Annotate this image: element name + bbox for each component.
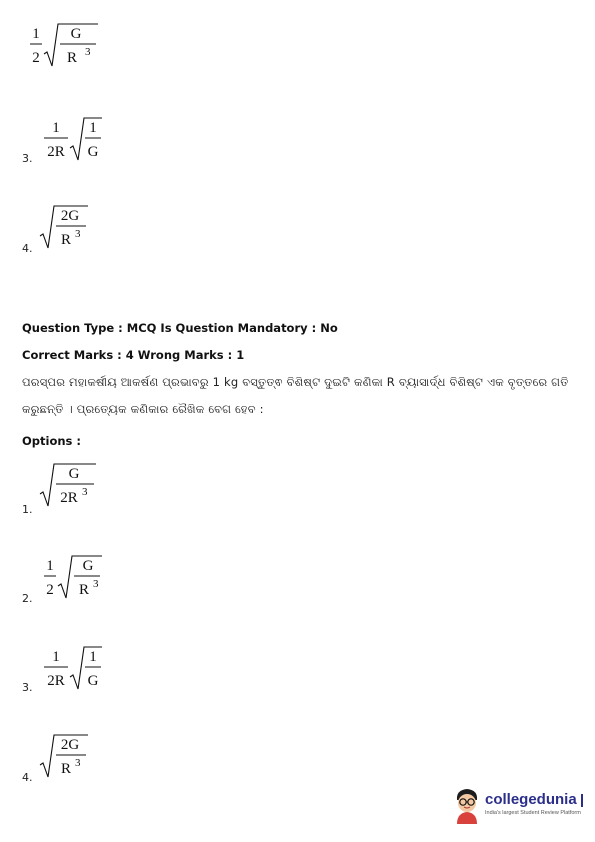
svg-text:R: R xyxy=(60,232,72,248)
question-type-line: Question Type : MCQ Is Question Mandatory : No xyxy=(22,321,338,335)
formula-top-option-3 xyxy=(40,114,110,166)
option-number: 3. xyxy=(22,681,33,694)
option-number: 4. xyxy=(22,242,33,255)
svg-text:3: 3 xyxy=(82,486,88,498)
svg-text:R: R xyxy=(66,50,78,66)
svg-text:3: 3 xyxy=(85,46,91,58)
option-number: 3. xyxy=(22,152,33,165)
formula-option-4 xyxy=(36,731,96,783)
svg-text:1: 1 xyxy=(89,120,97,136)
formula-top-option-2 xyxy=(22,20,102,72)
svg-text:R: R xyxy=(60,761,72,777)
svg-text:G: G xyxy=(87,144,99,160)
svg-text:2: 2 xyxy=(32,50,40,66)
svg-text:1: 1 xyxy=(89,649,97,665)
svg-text:2R: 2R xyxy=(47,144,65,160)
formula-top-option-4 xyxy=(36,202,96,254)
svg-text:G: G xyxy=(70,26,82,42)
svg-text:3: 3 xyxy=(75,757,81,769)
svg-text:1: 1 xyxy=(46,558,54,574)
svg-text:G: G xyxy=(87,673,99,689)
option-number: 1. xyxy=(22,503,33,516)
svg-text:1: 1 xyxy=(52,649,60,665)
option-number: 4. xyxy=(22,771,33,784)
svg-text:G: G xyxy=(68,466,80,482)
option-number: 2. xyxy=(22,592,33,605)
question-text-line-1: ପରସ୍ପର ମହାକର୍ଷୀୟ ଆକର୍ଷଣ ପ୍ରଭାବରୁ 1 kg ବସ୍ତୁତ୍ଵ ବିଶିଷ୍ଟ ଦୁଇଟି କଣିକା R ବ୍ୟାସାର୍ଦ୍ଧ ବିଶିଷ୍ଟ ଏକ ବୃତ୍ତରେ ଗତି xyxy=(22,375,569,389)
options-label: Options : xyxy=(22,434,81,448)
svg-text:2G: 2G xyxy=(60,737,80,753)
student-mascot-icon xyxy=(452,786,482,824)
svg-text:2G: 2G xyxy=(60,208,80,224)
svg-text:1: 1 xyxy=(32,26,40,42)
brand-name: collegedunia xyxy=(485,791,577,808)
marks-line: Correct Marks : 4 Wrong Marks : 1 xyxy=(22,348,245,362)
formula-option-2 xyxy=(36,552,116,604)
brand-bar xyxy=(581,794,583,807)
brand-tagline: India's largest Student Review Platform xyxy=(485,810,581,816)
svg-text:3: 3 xyxy=(75,228,81,240)
svg-text:3: 3 xyxy=(93,578,99,590)
svg-text:1: 1 xyxy=(52,120,60,136)
svg-text:2: 2 xyxy=(46,582,54,598)
question-text-line-2: କରୁଛନ୍ତି । ପ୍ରତ୍ୟେକ କଣିକାର ରୈଖିକ ବେଗ ହେବ : xyxy=(22,402,264,416)
svg-text:2R: 2R xyxy=(60,490,78,506)
collegedunia-logo xyxy=(452,786,587,826)
svg-text:R: R xyxy=(78,582,90,598)
formula-option-1 xyxy=(36,460,102,512)
svg-text:2R: 2R xyxy=(47,673,65,689)
formula-option-3 xyxy=(40,643,110,695)
svg-text:G: G xyxy=(82,558,94,574)
